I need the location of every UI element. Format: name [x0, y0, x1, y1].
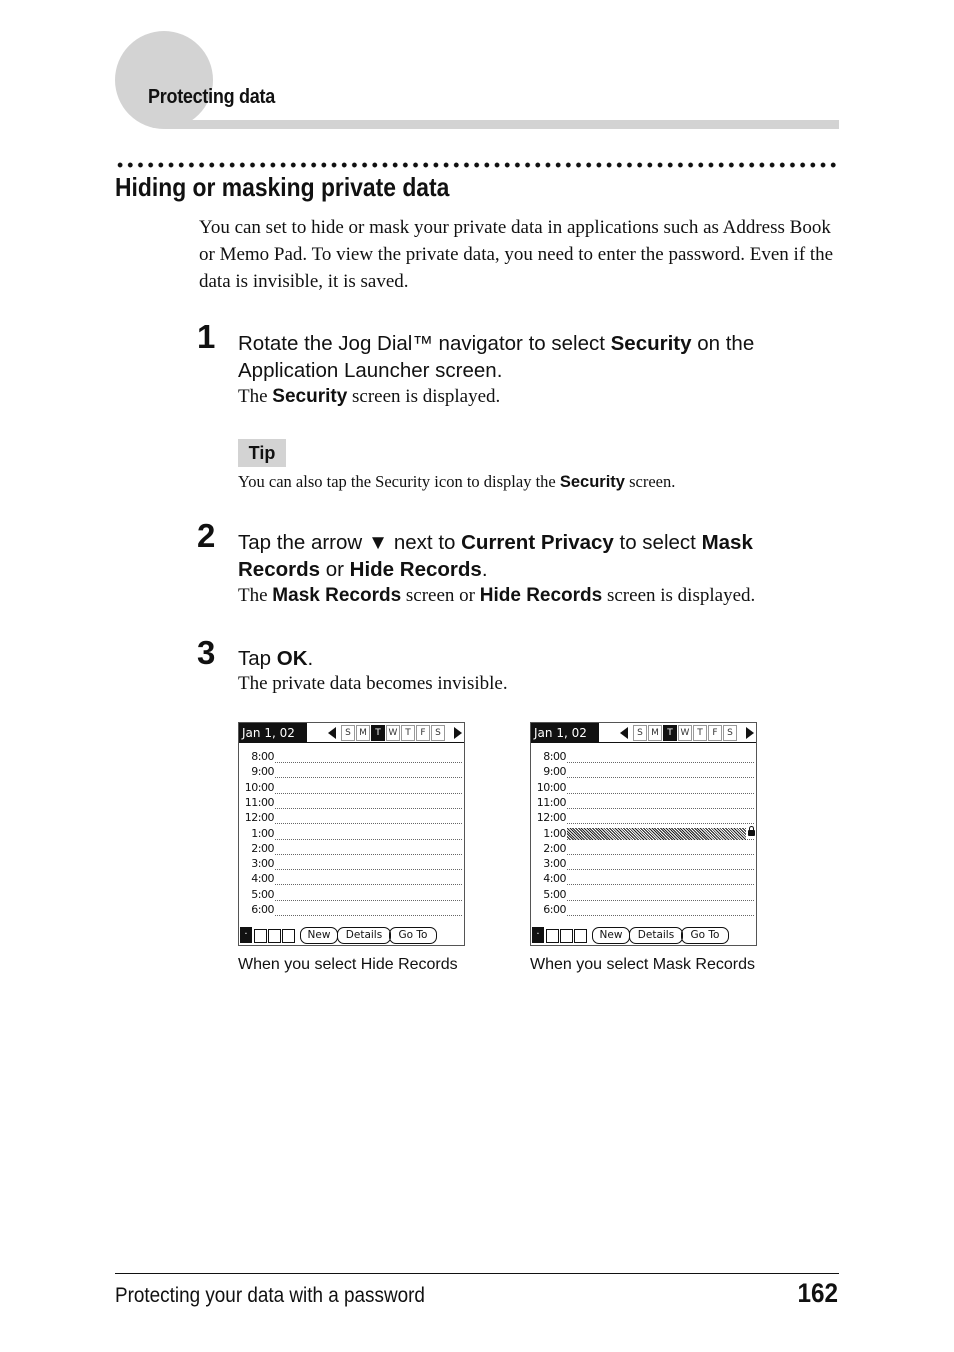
- command-bar: [531, 926, 756, 945]
- time-label: 8:00: [543, 750, 566, 763]
- time-label: 1:00: [543, 826, 566, 840]
- day-button[interactable]: S: [723, 725, 737, 741]
- right-arrow-icon[interactable]: [746, 727, 754, 739]
- step-1-number: 1: [197, 318, 216, 355]
- time-slot[interactable]: [239, 872, 464, 887]
- time-label: 10:00: [536, 780, 566, 794]
- time-label: 11:00: [244, 795, 274, 809]
- slot-line: [567, 823, 754, 824]
- time-slot[interactable]: [531, 827, 756, 842]
- step-2-number: 2: [197, 517, 216, 554]
- intro-paragraph: You can set to hide or mask your private data in applications such as Address Book or Memo Pad. To view the private data, you need to enter the password. Even if the data is invisible, it is saved.: [199, 217, 834, 292]
- time-label: 3:00: [543, 857, 566, 871]
- footer-title: Protecting your data with a password: [115, 1284, 425, 1307]
- section-label: Protecting data: [148, 86, 275, 108]
- agenda-view-icon[interactable]: [574, 929, 587, 943]
- new-button[interactable]: New: [300, 927, 338, 944]
- slot-line: [275, 854, 462, 855]
- time-slot[interactable]: [531, 765, 756, 780]
- slot-line: [275, 869, 462, 870]
- time-label: 12:00: [536, 811, 566, 825]
- slot-line: [275, 915, 462, 916]
- week-view-icon[interactable]: [268, 929, 281, 943]
- category-button[interactable]: ·: [240, 927, 252, 943]
- category-button[interactable]: ·: [532, 927, 544, 943]
- time-label: 2:00: [251, 841, 274, 855]
- time-slot[interactable]: [239, 842, 464, 857]
- time-slot[interactable]: [531, 872, 756, 887]
- slot-line: [567, 777, 754, 778]
- step-3-number: 3: [197, 634, 216, 671]
- slot-line: [275, 823, 462, 824]
- header-decoration-circle: [115, 31, 213, 129]
- day-button[interactable]: M: [356, 725, 370, 741]
- time-slot[interactable]: [239, 903, 464, 918]
- time-label: 1:00: [251, 826, 274, 840]
- details-button[interactable]: Details: [629, 927, 683, 944]
- week-view-icon[interactable]: [560, 929, 573, 943]
- slot-line: [275, 777, 462, 778]
- time-label: 11:00: [536, 795, 566, 809]
- time-label: 6:00: [543, 903, 566, 916]
- day-button[interactable]: M: [648, 725, 662, 741]
- day-button[interactable]: S: [341, 725, 355, 741]
- slot-line: [567, 900, 754, 901]
- day-view-icon[interactable]: [546, 929, 559, 943]
- time-label: 9:00: [543, 765, 566, 779]
- mask-records-screenshot: [530, 722, 757, 946]
- day-button[interactable]: S: [633, 725, 647, 741]
- day-button[interactable]: S: [431, 725, 445, 741]
- time-slot[interactable]: [531, 903, 756, 918]
- day-button[interactable]: T: [663, 725, 677, 741]
- time-label: 2:00: [543, 841, 566, 855]
- day-button[interactable]: F: [708, 725, 722, 741]
- day-button[interactable]: T: [693, 725, 707, 741]
- day-button[interactable]: W: [386, 725, 400, 741]
- slot-line: [567, 762, 754, 763]
- time-label: 6:00: [251, 903, 274, 916]
- time-label: 9:00: [251, 765, 274, 779]
- lock-icon: [748, 830, 755, 836]
- details-button[interactable]: Details: [337, 927, 391, 944]
- time-slot[interactable]: [531, 857, 756, 872]
- caption-hide-records: When you select Hide Records: [238, 956, 458, 973]
- dotted-divider: [115, 160, 839, 170]
- new-button[interactable]: New: [592, 927, 630, 944]
- left-arrow-icon[interactable]: [620, 727, 628, 739]
- header-decoration-bar: [165, 120, 839, 129]
- step-2-text: Tap the arrow ▼ next to Current Privacy to select Mask Records or Hide Records.: [238, 531, 753, 581]
- time-slot[interactable]: [531, 796, 756, 811]
- day-button[interactable]: W: [678, 725, 692, 741]
- slot-line: [275, 762, 462, 763]
- time-label: 4:00: [251, 872, 274, 886]
- title-underline: [307, 742, 464, 743]
- time-slot[interactable]: [531, 781, 756, 796]
- date-tab[interactable]: Jan 1, 02: [531, 723, 599, 743]
- time-slot[interactable]: [239, 781, 464, 796]
- day-view-icon[interactable]: [254, 929, 267, 943]
- slot-line: [567, 884, 754, 885]
- time-label: 5:00: [543, 887, 566, 901]
- time-slot[interactable]: [239, 765, 464, 780]
- right-arrow-icon[interactable]: [454, 727, 462, 739]
- hide-records-screenshot: [238, 722, 465, 946]
- page-title: Hiding or masking private data: [115, 172, 450, 202]
- time-slot[interactable]: [531, 888, 756, 903]
- agenda-view-icon[interactable]: [282, 929, 295, 943]
- goto-button[interactable]: Go To: [681, 927, 729, 944]
- step-1-text: Rotate the Jog Dial™ navigator to select Security on the Application Launcher screen.: [238, 332, 755, 382]
- time-label: 5:00: [251, 887, 274, 901]
- slot-line: [275, 808, 462, 809]
- command-bar: [239, 926, 464, 945]
- day-button[interactable]: T: [401, 725, 415, 741]
- goto-button[interactable]: Go To: [389, 927, 437, 944]
- time-label: 12:00: [244, 811, 274, 825]
- slot-line: [275, 839, 462, 840]
- date-tab[interactable]: Jan 1, 02: [239, 723, 307, 743]
- time-slot[interactable]: [239, 857, 464, 872]
- time-label: 10:00: [244, 780, 274, 794]
- slot-line: [567, 808, 754, 809]
- tip-label: Tip: [238, 439, 286, 467]
- step-2-result: The Mask Records screen or Hide Records screen is displayed.: [238, 585, 756, 606]
- time-slot[interactable]: [239, 796, 464, 811]
- day-button[interactable]: T: [371, 725, 385, 741]
- slot-line: [567, 793, 754, 794]
- step-3-text: Tap OK.: [238, 647, 314, 670]
- slot-line: [567, 915, 754, 916]
- time-slot[interactable]: [239, 811, 464, 826]
- time-slot[interactable]: [531, 750, 756, 765]
- time-slot[interactable]: [531, 842, 756, 857]
- step-3-result: The private data becomes invisible.: [238, 673, 508, 694]
- tip-text: You can also tap the Security icon to display the Security screen.: [238, 472, 676, 491]
- title-bar: [239, 723, 464, 743]
- page-number: 162: [797, 1278, 838, 1308]
- time-label: 3:00: [251, 857, 274, 871]
- title-bar: [531, 723, 756, 743]
- time-label: 4:00: [543, 872, 566, 886]
- left-arrow-icon[interactable]: [328, 727, 336, 739]
- slot-line: [275, 884, 462, 885]
- step-1-result: The Security screen is displayed.: [238, 386, 501, 407]
- slot-line: [275, 900, 462, 901]
- footer-divider: [115, 1273, 839, 1274]
- slot-line: [567, 869, 754, 870]
- masked-record[interactable]: [567, 828, 746, 840]
- time-slot[interactable]: [239, 888, 464, 903]
- caption-mask-records: When you select Mask Records: [530, 956, 755, 973]
- time-slot[interactable]: [531, 811, 756, 826]
- day-button[interactable]: F: [416, 725, 430, 741]
- slot-line: [567, 854, 754, 855]
- time-slot[interactable]: [239, 750, 464, 765]
- time-slot[interactable]: [239, 827, 464, 842]
- time-label: 8:00: [251, 750, 274, 763]
- slot-line: [275, 793, 462, 794]
- title-underline: [599, 742, 756, 743]
